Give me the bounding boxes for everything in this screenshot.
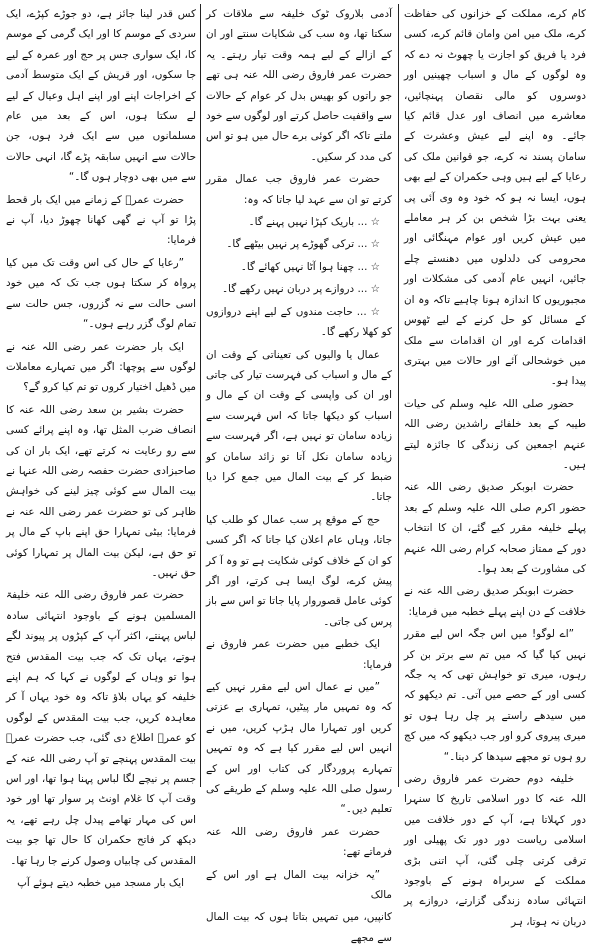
- paragraph: ”یہ خزانہ بیت المال ہے اور اس کے مالک: [206, 868, 392, 902]
- paragraph: ایک خطبے میں حضرت عمر فاروق نے فرمایا:: [206, 638, 392, 671]
- paragraph: حضرت بشیر بن سعد رضی اللہ عنہ کا انصاف ضرب المثل تھا، وہ اپنے پرائے کسی سے رو رعایت نہ کرتے تھے، ایک بار ان کی صاحبزادی حضرت حفصہ رضی اللہ عنہا نے بیت المال سے کوئی چیز لینے کی خواہش ظاہر کی تو حضرت عمر رضی اللہ عنہ نے فرمایا: بیٹی تمہارا حق اپنے باپ کے مال پر تو حق ہے، لیکن بیت المال پر تمہارا کوئی حق نہیں۔: [6, 403, 196, 579]
- paragraph: ☆ ... حاجت مندوں کے لیے اپنے دروازوں کو کھلا رکھے گا۔: [206, 305, 392, 339]
- paragraph: ☆ ... چھنا ہوا آٹا نہیں کھائے گا۔: [240, 260, 380, 273]
- paragraph: ”رعایا کے حال کی اس وقت تک میں کیا پرواہ کر سکتا ہوں جب تک کہ میں خود اسی حالت سے نہ گزروں، جس حالت سے تمام لوگ گزر رہے ہوں۔“: [6, 256, 196, 331]
- paragraph: ☆ ... ترکی گھوڑے پر نہیں بیٹھے گا۔: [226, 238, 380, 251]
- article-column-right: [404, 4, 586, 928]
- paragraph: حضرت ابوبکر صدیق رضی اللہ عنہ نے خلافت کے دن اپنے پہلے خطبہ میں فرمایا:: [404, 585, 586, 618]
- paragraph: حضرت عمر فاروق جب عمال مقرر کرتے تو ان سے عہد لیا جاتا کہ وہ:: [206, 173, 392, 206]
- paragraph: حضرت عمرؓ کے زمانے میں ایک بار قحط پڑا تو آپ نے گھی کھانا چھوڑ دیا، آپ نے فرمایا:: [6, 193, 196, 247]
- paragraph: ”اے لوگو! میں اس جگہ اس لیے مقرر نہیں کیا گیا کہ میں تم سے برتر بن کر رہوں، میری تو خواہش تھی کہ یہ جگہ کسی اور کے حصے میں آتی۔ تم دیکھو کہ میں سیدھے راستے پر چل رہا ہوں تو میری پیروی کرو اور جب دیکھو کہ میں کج رو ہوں تو مجھے سیدھا کر دینا۔“: [404, 628, 586, 763]
- paragraph: کانپیں، میں تمہیں بتاتا ہوں کہ بیت المال سے مجھے: [206, 911, 392, 944]
- paragraph: ”میں نے عمال اس لیے مقرر نہیں کیے کہ وہ تمہیں مار پیٹیں، تمہاری بے عزتی کریں اور تمہارا مال ہڑپ کریں، میں نے انہیں اس لیے مقرر کیا ہے کہ وہ تمہیں تمہارے پروردگار کی کتاب اور اس کے رسول صلی اللہ علیہ وسلم کے طریقے کی تعلیم دیں۔“: [206, 681, 392, 816]
- column-rule: [200, 4, 201, 787]
- paragraph: خلیفہ دوم حضرت عمر فاروق رضی اللہ عنہ کا دور اسلامی تاریخ کا سنہرا دور کہلاتا ہے، آپ کے دور خلافت میں اسلامی ریاست دور دور تک پھیلی اور ترقی کرتی چلی گئی، آپ اتنی بڑی مملکت کے سربراہ ہونے کے باوجود انتہائی سادہ زندگی گزارتے، دروازے پر دربان نہ ہوتا، ہر: [404, 773, 586, 928]
- paragraph: حضرت عمر فاروق رضی اللہ عنہ فرماتے تھے:: [206, 825, 392, 859]
- paragraph: ایک بار مسجد میں خطبہ دیتے ہوئے آپ: [17, 877, 184, 890]
- column-rule: [398, 4, 399, 787]
- paragraph: ایک بار حضرت عمر رضی اللہ عنہ نے لوگوں سے پوچھا: اگر میں تمہارے معاملات میں ڈھیل اختیار کروں تو تم کیا کرو گے؟: [6, 340, 196, 394]
- article-column-left: [6, 4, 196, 890]
- paragraph: ☆ ... باریک کپڑا نہیں پہنے گا۔: [248, 216, 380, 229]
- paragraph: کام کرے، مملکت کے خزانوں کی حفاظت کرے، ملک میں امن وامان قائم کرے، کسی فرد یا فریق کو اجازت یا چھوٹ نہ دے کہ وہ لوگوں کے مال و اسباب چھینیں اور دوسروں کو مالی نقصان پہنچائیں، معاشرے میں انصاف اور عدل قائم کیا جائے۔ وہ اپنے لیے عیش وعشرت کے سامان پسند نہ کرے، جو قوانین ملک کی رعایا کے لیے ہیں وہی حکمران کے لیے بھی ہوں، ایسا نہ ہو کہ خود وہ وی آئی پی یعنی بہت بڑا شخص بن کر ہر معاملے میں عیش کریں اور عوام مہنگائی اور محرومی کی دلدلوں میں دھنستے چلے جائیں، انہیں عام آدمی کی مشکلات اور مجبوریوں کا اندازہ ہونا چاہیے تاکہ وہ ان کے مسائل کو حل کرنے کے لیے ٹھوس اقدامات کرے اور ان اقدامات سے ملک میں خوشحالی آئے اور حالات میں بہتری پیدا ہو۔: [404, 8, 586, 388]
- paragraph: حضرت ابوبکر صدیق رضی اللہ عنہ حضور اکرم صلی اللہ علیہ وسلم کے بعد پہلے خلیفہ مقرر کیے گئے، ان کا انتخاب دور کے ممتاز صحابہ کرام رضی اللہ عنہم کی مشاورت کے بعد ہوا۔: [404, 481, 586, 575]
- paragraph: آدمی بلاروک ٹوک خلیفہ سے ملاقات کر سکتا تھا، وہ سب کی شکایات سنتے اور ان کے ازالے کے لیے ہمہ وقت تیار رہتے۔ یہ حضرت عمر فاروق رضی اللہ عنہ ہی تھے جو راتوں کو بھیس بدل کر عوام کے حالات سے واقفیت حاصل کرتے اور لوگوں سے خود ملتے تاکہ اگر کوئی برے حال میں ہو تو اس کی مدد کر سکیں۔: [206, 8, 392, 163]
- paragraph: عمال یا والیوں کی تعیناتی کے وقت ان کے مال و اسباب کی فہرست تیار کی جاتی اور ان کی واپسی کے وقت ان کے مال و اسباب کو دیکھا جاتا کہ اس فہرست سے زیادہ سامان تو نہیں ہے، اگر فہرست سے زیادہ سامان نکل آتا تو زائد سامان کو ضبط کر کے بیت المال میں جمع کرا دیا جاتا۔: [206, 348, 392, 504]
- paragraph: حضور صلی اللہ علیہ وسلم کی حیات طیبہ کے بعد خلفائے راشدین رضی اللہ عنہم اجمعین کی زندگی کا جائزہ لیتے ہیں۔: [404, 397, 586, 471]
- article-column-middle: [206, 4, 392, 944]
- paragraph: حج کے موقع پر سب عمال کو طلب کیا جاتا، وہاں عام اعلان کیا جاتا کہ اگر کسی کو ان کے خلاف کوئی شکایت ہے تو وہ آ کر پیش کرے، لوگ ایسا ہی کرتے، اور اگر کوئی عامل قصوروار پایا جاتا تو اس سے باز پرس کی جاتی۔: [206, 513, 392, 628]
- paragraph: حضرت عمر فاروق رضی اللہ عنہ خلیفۃ المسلمین ہونے کے باوجود انتہائی سادہ لباس پہنتے، اکثر آپ کے کپڑوں پر پیوند لگے ہوتے، یہاں تک کہ جب بیت المقدس فتح ہوا تو وہاں کے لوگوں نے کہا کہ ہم اپنے خلیفہ کو یہاں بلاؤ تاکہ وہ خود یہاں آ کر معاہدہ کریں، جب بیت المقدس کے لوگوں کو عمرؓ اطلاع دی گئی، جب حضرت عمرؓ بیت المقدس پہنچے تو آپ رضی اللہ عنہ کے جسم پر نیچے لگا لباس پہنا ہوا تھا، اور اس وقت آپ کا غلام اونٹ پر سوار تھا اور خود اس کی مہار تھامے پیدل چل رہے تھے، یہ دیکھ کر فاتح حکمران کا حال تھا جو بیت المقدس کی چابیاں وصول کرنے جا رہا تھا۔: [6, 589, 196, 867]
- paragraph: ☆ ... دروازے پر دربان نہیں رکھے گا۔: [221, 283, 380, 296]
- paragraph: کس قدر لینا جائز ہے، دو جوڑے کپڑے، ایک سردی کے موسم کا اور ایک گرمی کے موسم کا، ایک سواری جس پر حج اور عمرہ کے لیے جا سکوں، اور قریش کے ایک متوسط آدمی کے اخراجات اپنے اور اپنے اہل وعیال کے لیے لے سکتا ہوں، اس کے بعد میں عام مسلمانوں میں سے ایک فرد ہوں، جن حالات سے انہیں سابقہ پڑے گا، انہی حالات سے میں بھی دوچار ہوں گا۔“: [6, 8, 196, 184]
